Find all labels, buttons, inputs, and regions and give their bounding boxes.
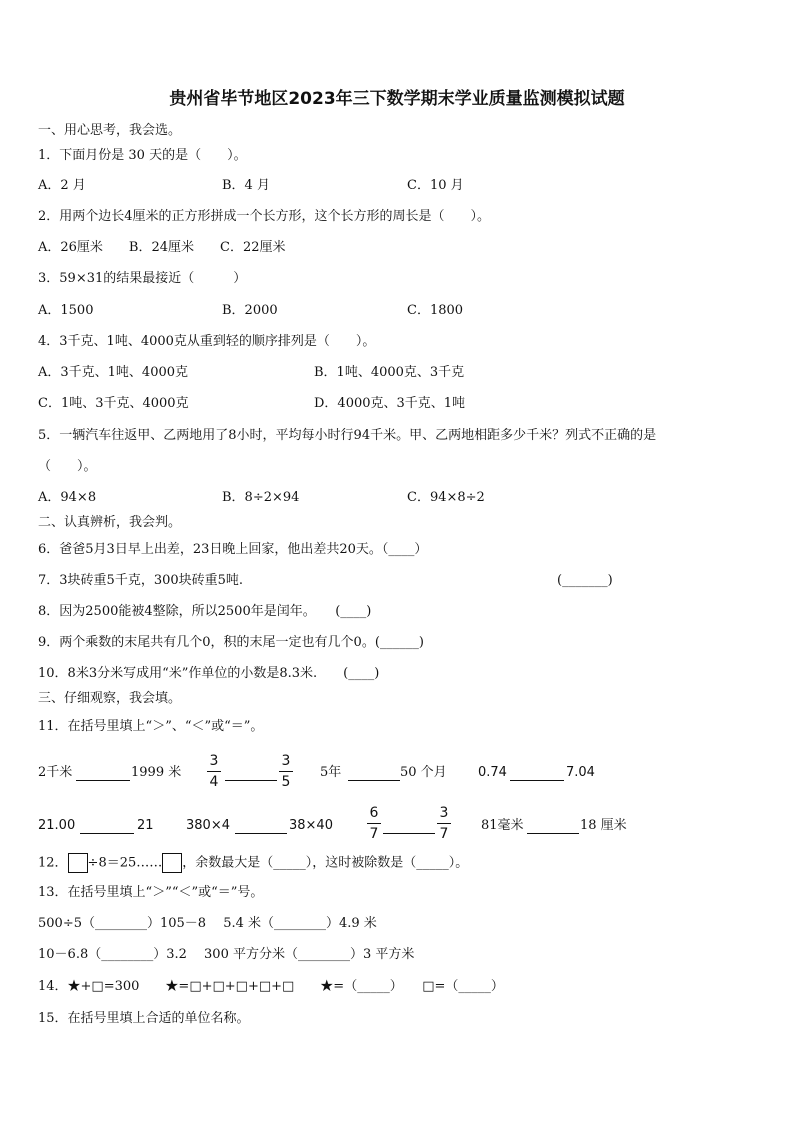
q3-option-c: C．1800 <box>407 303 464 318</box>
q5-option-a: A．94×8 <box>38 490 97 505</box>
q2-options: A．26厘米 B．24厘米 C．22厘米 <box>38 240 286 255</box>
q5-option-c: C．94×8÷2 <box>407 490 485 505</box>
compare-5-blank[interactable] <box>80 819 134 834</box>
compare-8-right: 18 厘米 <box>580 818 627 833</box>
compare-7-blank[interactable] <box>383 819 435 834</box>
compare-1-blank[interactable] <box>76 766 130 781</box>
fraction-denominator: 7 <box>369 826 379 842</box>
question-3: 3．59×31的结果最接近（ ） <box>38 271 247 286</box>
q1-option-a: A．2 月 <box>38 178 86 193</box>
section-2-heading: 二、认真辨析，我会判。 <box>38 515 182 530</box>
compare-2-blank[interactable] <box>225 766 277 781</box>
q5-option-b: B．8÷2×94 <box>222 490 300 505</box>
q4-option-b: B．1吨、4000克、3千克 <box>314 365 465 380</box>
q1-option-c: C．10 月 <box>407 178 464 193</box>
compare-6-right: 38×40 <box>289 818 333 833</box>
q13-row-1: 500÷5（________）105－8 5.4 米（________）4.9 米 <box>38 916 377 931</box>
fraction-3-7 <box>437 805 451 842</box>
q4-option-c: C．1吨、3千克、4000克 <box>38 396 189 411</box>
fraction-6-7 <box>367 805 381 842</box>
question-14: 14．★+□=300 ★=□+□+□+□+□ ★=（_____） □=（_____） <box>38 979 504 994</box>
question-5: 5．一辆汽车往返甲、乙两地用了8小时，平均每小时行94千米。甲、乙两地相距多少千米？列式不正确的是 <box>38 428 657 443</box>
fraction-numerator: 3 <box>281 753 291 769</box>
compare-5-left: 21.00 <box>38 818 76 833</box>
fraction-denominator: 4 <box>209 774 219 790</box>
question-4: 4．3千克、1吨、4000克从重到轻的顺序排列是（ ）。 <box>38 334 376 349</box>
q1-option-b: B．4 月 <box>222 178 270 193</box>
fraction-numerator: 3 <box>439 805 449 821</box>
question-12 <box>38 853 468 873</box>
question-5-cont: （ ）。 <box>38 459 97 474</box>
q13-row-2: 10－6.8（________）3.2 300 平方分米（________）3 平方米 <box>38 947 415 962</box>
compare-4-right: 7.04 <box>566 765 595 780</box>
q12-number: 12． <box>38 855 68 871</box>
question-11: 11．在括号里填上“＞”、“＜”或“＝”。 <box>38 719 264 734</box>
question-2: 2．用两个边长4厘米的正方形拼成一个长方形，这个长方形的周长是（ ）。 <box>38 209 491 224</box>
fraction-numerator: 3 <box>209 753 219 769</box>
q3-option-b: B．2000 <box>222 303 278 318</box>
compare-8-blank[interactable] <box>527 819 579 834</box>
q12-division: ÷8＝25…… <box>87 855 163 871</box>
question-6: 6．爸爸5月3日早上出差，23日晚上回家，他出差共20天。（____） <box>38 542 428 557</box>
question-8: 8．因为2500能被4整除，所以2500年是闰年。 (____) <box>38 604 372 619</box>
question-15: 15．在括号里填上合适的单位名称。 <box>38 1011 250 1026</box>
compare-6-blank[interactable] <box>235 819 287 834</box>
compare-3-left: 5年 <box>320 765 342 780</box>
q4-option-d: D．4000克、3千克、1吨 <box>314 396 466 411</box>
compare-1-right: 1999 米 <box>131 765 182 780</box>
q12-rest: ，余数最大是（_____），这时被除数是（_____）。 <box>182 855 469 871</box>
question-10: 10．8米3分米写成用“米”作单位的小数是8.3米. (____) <box>38 666 380 681</box>
question-9: 9．两个乘数的末尾共有几个0，积的末尾一定也有几个0。(______) <box>38 635 424 650</box>
q4-option-a: A．3千克、1吨、4000克 <box>38 365 189 380</box>
compare-1-left: 2千米 <box>38 765 73 780</box>
compare-3-blank[interactable] <box>348 766 400 781</box>
fraction-3-4 <box>207 753 221 790</box>
compare-3-right: 50 个月 <box>400 765 447 780</box>
dividend-box[interactable] <box>68 853 88 873</box>
compare-8-left: 81毫米 <box>481 818 524 833</box>
q3-option-a: A．1500 <box>38 303 94 318</box>
remainder-box[interactable] <box>162 853 182 873</box>
compare-6-left: 380×4 <box>186 818 230 833</box>
page-title: 贵州省毕节地区2023年三下数学期末学业质量监测模拟试题 <box>169 89 625 109</box>
question-7: 7．3块砖重5千克，300块砖重5吨. <box>38 573 244 588</box>
question-13: 13．在括号里填上“＞”“＜”或“＝”号。 <box>38 885 264 900</box>
fraction-numerator: 6 <box>369 805 379 821</box>
q7-answer-paren: (_______) <box>557 573 613 588</box>
section-3-heading: 三、仔细观察，我会填。 <box>38 691 182 706</box>
question-1: 1．下面月份是 30 天的是（ ）。 <box>38 148 247 163</box>
fraction-3-5 <box>279 753 293 790</box>
compare-4-left: 0.74 <box>478 765 507 780</box>
compare-4-blank[interactable] <box>510 766 564 781</box>
fraction-denominator: 7 <box>439 826 449 842</box>
compare-5-right: 21 <box>137 818 154 833</box>
section-1-heading: 一、用心思考，我会选。 <box>38 123 182 138</box>
fraction-denominator: 5 <box>281 774 291 790</box>
